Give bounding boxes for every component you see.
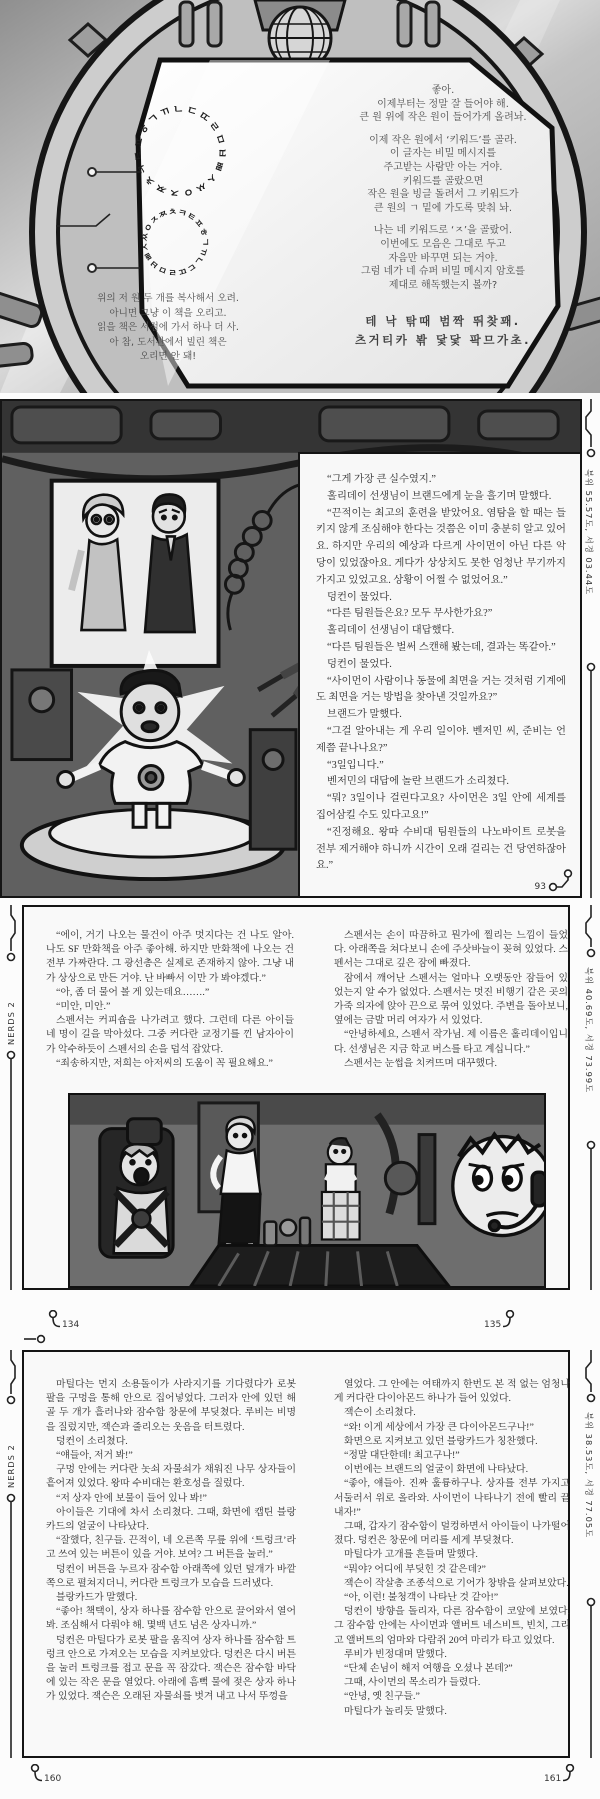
instruction-line: 이번에도 모음은 그대로 두고	[380, 238, 506, 250]
story-paragraph: 덩컨이 버튼을 누르자 잠수함 아래쪽에 있던 덮개가 바깥쪽으로 펼쳐지더니, 커다란 트렁크가 모습을 드러냈다.	[46, 1563, 296, 1589]
story-paragraph: 아이들은 기대에 차서 소리쳤다. 그때, 화면에 캡틴 블랑카드의 얼굴이 나타났다.	[46, 1506, 296, 1533]
page-134-text	[46, 929, 294, 1071]
cipher-wheel-letter: ㅊ	[167, 206, 178, 219]
circuit-stub	[24, 1332, 48, 1346]
cipher-wheel-letter: ㅆ	[192, 178, 210, 197]
cipher-wheel-letter: ㅃ	[142, 249, 157, 263]
story-paragraph: 덩컨이 물었다.	[327, 591, 392, 603]
copy-note-line: 오리면 안 돼!	[139, 351, 197, 362]
cipher-wheel-letter: ㄷ	[184, 259, 198, 274]
story-paragraph: “3일입니다.”	[327, 759, 384, 771]
page-number-161	[544, 1764, 575, 1784]
story-paragraph: “정말 대단한데! 최고구나!”	[344, 1450, 460, 1462]
story-paragraph: 열었다. 그 안에는 여태까지 한번도 본 적 없는 엄청나게 커다란 다이아몬드 하나가 들어 있었다.	[334, 1379, 570, 1405]
page-number-label: 134	[62, 1320, 80, 1330]
story-paragraph: 덩컨은 마틸다가 로봇 팔을 움직여 상자 하나를 잠수함 트렁크 안으로 가져오는 모습을 지켜보았다. 덩컨은 다시 버튼을 눌러 트렁크를 접고 문을 꼭 잠갔다. 잭슨은 잠수함 바닥에 있는 작은 문을 열었다. 아래에 흠뻑 물에 젖은 상자 하나가 있었다. 잭슨은 오래된 자물쇠를 벗겨 내고 나서 뚜껑을	[46, 1634, 296, 1703]
page-number-label: 93	[534, 882, 546, 892]
spread-134-135	[22, 905, 570, 1290]
page-number-93	[535, 868, 574, 892]
instruction-line: 좋아.	[431, 85, 455, 96]
story-paragraph: 마틸다가 고개를 흔들며 말했다.	[344, 1549, 478, 1561]
instruction-line: 큰 원의 ㄱ 밑에 가도록 맞춰 놔.	[373, 202, 513, 214]
cipher-wheel-large[interactable]	[130, 101, 230, 201]
story-paragraph: “그게 가장 큰 실수였지.”	[327, 474, 436, 485]
instruction-line: 자음만 바꾸면 되는 거야.	[388, 252, 498, 264]
story-paragraph: “에이, 거기 나오는 물건이 아주 멋지다는 건 나도 알아. 나도 SF 만화책을 아주 좋아해. 하지만 만화책에 나오는 건 전부 가짜란다. 그 광선총은 실제로 존재하지 않아. 그냥 내가 상상으로 만든 거야. 난 바빠서 이만 가 봐야겠다.”	[46, 930, 294, 984]
story-paragraph: “좋아, 얘들아. 진짜 훌륭하구나. 상자를 전부 가지고 서둘러서 위로 올라와. 사이먼이 나타나기 전에 빨리 끝내자!”	[334, 1478, 570, 1518]
instruction-line: 그럼 네가 네 슈퍼 비밀 메시지 암호를	[361, 266, 525, 278]
story-paragraph: 구멍 안에는 커다란 놋쇠 자물쇠가 채워진 나무 상자들이 흩어져 있었다. 왕따 수비대는 환호성을 질렀다.	[46, 1464, 296, 1490]
story-paragraph: 그때, 갑자기 잠수함이 덜컹하면서 아이들이 나가떨어졌다. 덩컨은 창문에 머리를 세게 부딪쳤다.	[334, 1521, 570, 1547]
page-number-160	[30, 1764, 61, 1784]
illustration-cockpit-scene	[68, 1093, 546, 1288]
cipher-wheel-letter: ㅃ	[210, 158, 228, 175]
cipher-wheel-letter: ㅋ	[176, 206, 189, 220]
cipher-wheel-letter: ㅁ	[156, 262, 170, 276]
cipher-wheel-letter: ㅂ	[147, 256, 163, 271]
cipher-activity-page	[0, 0, 600, 393]
story-paragraph: 덩컨이 물었다.	[327, 658, 392, 670]
scan-margin-right-93	[582, 399, 600, 898]
cipher-wheel-letter: ㅇ	[142, 221, 157, 235]
cipher-instructions	[318, 84, 568, 292]
microphone-icon	[489, 1221, 499, 1231]
cipher-wheel-letter: ㅊ	[141, 171, 160, 190]
cipher-wheel-letter: ㄴ	[172, 101, 185, 117]
instruction-line: 나는 네 키워드로 ‘ㅈ’을 골랐어.	[373, 225, 513, 237]
cipher-wheel-letter: ㅍ	[191, 216, 206, 231]
instruction-line: 큰 원 위에 작은 원이 들어가게 올려놔.	[359, 112, 527, 124]
cipher-wheel-letter: ㄹ	[167, 265, 178, 278]
instruction-line: 이제부터는 정말 잘 들어야 해.	[377, 98, 509, 110]
page-number-134	[48, 1310, 79, 1330]
instruction-line: 키워드를 골랐으면	[402, 175, 484, 187]
cipher-wheel-letter: ㅂ	[214, 147, 230, 159]
instruction-line: 주고받는 사람만 아는 거야.	[383, 161, 503, 173]
copy-note-line: 아 참, 도서관에서 빌린 책은	[109, 336, 227, 348]
story-paragraph: 마틸다가 놀리듯 말했다.	[344, 1705, 447, 1717]
instruction-line: 작은 원을 빙글 돌려서 그 키워드가	[367, 189, 519, 201]
story-paragraph: “아, 이런! 불청객이 나타난 것 같아!”	[344, 1592, 499, 1604]
copy-note	[42, 292, 294, 365]
circuit-hook-icon	[548, 868, 574, 892]
circuit-hook-icon	[563, 1764, 575, 1784]
circuit-hook-icon	[30, 1764, 42, 1784]
page-93-text	[316, 472, 566, 875]
page-161-text	[334, 1378, 570, 1719]
circuit-hook-icon	[48, 1310, 60, 1330]
cipher-wheel-letter: ㄷ	[184, 102, 200, 120]
cipher-wheel-small[interactable]	[138, 205, 212, 279]
story-paragraph: 이번에는 브랜드의 얼굴이 화면에 나타났다.	[344, 1464, 529, 1476]
cipher-wheel-letter: ㅍ	[130, 135, 147, 150]
story-paragraph: “그걸 알아내는 게 우리 일이야. 벤저민 씨, 준비는 언제쯤 끝나나요?”	[316, 725, 566, 754]
story-paragraph: “저 상자 안에 보물이 들어 있나 봐!”	[56, 1492, 207, 1504]
scan-margin-right-161	[582, 1350, 600, 1758]
story-paragraph: 잭슨이 작살총 조종석으로 기어가 창밖을 살펴보았다.	[344, 1577, 569, 1589]
instruction-line	[318, 215, 568, 224]
story-paragraph: 벤저민의 대답에 놀란 브랜드가 소리쳤다.	[327, 776, 509, 788]
spread-160-161	[22, 1350, 570, 1758]
cipher-wheel-letter: ㅋ	[133, 161, 151, 178]
story-paragraph: “다른 팀원들은요? 모두 무사한가요?”	[327, 608, 493, 620]
story-paragraph: 잠에서 깨어난 스펜서는 얼마나 오랫동안 잠들어 있었는지 알 수가 없었다. 스펜서는 멋진 비행기 같은 곳의 가죽 의자에 앉아 끈으로 묶여 있었다. 주변을 돌아보니, 옆에는 금발 머리 여자가 서 있었다.	[334, 972, 568, 1027]
story-paragraph: “다른 팀원들은 벌써 스캔해 봤는데, 결과는 똑같아.”	[327, 641, 556, 653]
story-paragraph: 홀리데이 선생님이 브랜드에게 눈을 흘기며 말했다.	[327, 490, 552, 502]
story-paragraph: 블랑카드가 말했다.	[56, 1592, 138, 1604]
copy-note-line: 읽을 책은 서점에 가서 하나 더 사.	[97, 322, 239, 333]
story-paragraph: 그때, 사이먼의 목소리가 들렸다.	[344, 1677, 481, 1689]
circuit-trace	[582, 905, 600, 1290]
copy-note-line: 위의 저 원 두 개를 복사해서 오려.	[97, 293, 239, 304]
instruction-line: 이제 작은 원에서 ‘키워드’를 골라.	[369, 134, 517, 146]
series-label: NERDS 2	[6, 1444, 16, 1488]
page-160-text	[46, 1378, 296, 1705]
story-paragraph: 홀리데이 선생님이 대답했다.	[327, 625, 455, 637]
story-paragraph: 스펜서는 눈썹을 치켜뜨며 대꾸했다.	[344, 1057, 497, 1069]
story-paragraph: “끈적이는 최고의 훈련을 받았어요. 염탐을 할 때는 들키지 않게 조심해야 한다는 것쯤은 이미 충분히 알고 있어요. 하지만 우리의 예상과 다르게 사이먼이 아닌 다른 악당이 있었잖아요. 게다가 상상치도 못한 엄청난 무기까지 가지고 있었고요. 상황이 어쩔 수 없었어요.”	[316, 507, 566, 586]
page-135-text	[334, 929, 568, 1071]
story-paragraph: 루비가 빈정대며 말했다.	[344, 1648, 447, 1660]
cipher-wheel-letter: ㅆ	[139, 231, 153, 243]
text-panel-page-93	[298, 452, 580, 896]
story-paragraph: 잭슨이 소리쳤다.	[344, 1407, 416, 1419]
cipher-wheel-letter: ㅈ	[147, 213, 163, 228]
cipher-wheel-letter: ㅉ	[153, 179, 170, 198]
cipher-message-line: 츠거티카 봒 닻닻 팍므가초.	[354, 333, 532, 347]
story-paragraph: 덩컨이 소리쳤다.	[56, 1435, 128, 1447]
instruction-line	[318, 125, 568, 134]
copy-note-line: 아니면 그냥 이 책을 오리고.	[109, 307, 227, 319]
cipher-wheel-letter: ㅇ	[181, 184, 196, 201]
cipher-wheel-letter: ㄹ	[205, 118, 224, 136]
story-paragraph: “사이먼이 사람이나 동물에 최면을 거는 것처럼 기계에도 최면을 거는 방법을 찾아낸 것일까요?”	[316, 675, 566, 704]
story-paragraph: “안녕, 옛 친구들.”	[344, 1691, 420, 1703]
page-number-label: 161	[544, 1774, 562, 1784]
cipher-wheel-letter: ㅌ	[184, 210, 198, 225]
circuit-trace	[2, 1350, 20, 1758]
cipher-wheel-letter: ㄸ	[195, 107, 214, 126]
story-paragraph: “좋아! 책택이, 상자 하나를 잠수함 안으로 끌어와서 열어 봐. 조심해서 다뤄야 해. 몇백 년도 넘은 상자니까.”	[46, 1606, 296, 1632]
instruction-line: 제대로 해독했는지 볼까?	[388, 279, 498, 291]
margin-coordinates: 북위 55.57도, 서경 03.44도	[584, 469, 594, 596]
page-number-135	[484, 1310, 515, 1330]
story-paragraph: 브랜드가 말했다.	[327, 709, 402, 721]
story-paragraph: “뭐? 3일이나 걸린다고요? 사이먼은 3일 안에 세계를 집어삼킬 수도 있다고요!”	[316, 793, 566, 821]
cipher-wheel-letter: ㄱ	[144, 109, 162, 128]
cipher-wheel-letter: ㅌ	[130, 149, 146, 163]
cipher-message-line: 테 낙 탂때 범짝 뛰찾꽤.	[365, 314, 521, 328]
story-paragraph: “와! 이게 세상에서 가장 큰 다이아몬드구나!”	[344, 1421, 534, 1433]
page-number-label: 135	[484, 1320, 502, 1330]
story-paragraph: 덩컨이 방향을 돌리자, 다른 잠수함이 코앞에 보였다. 그 잠수함 안에는 사이먼과 앨버트 네스비트, 빈치, 그리고 앨버트의 엄마와 다람쥐 20여 마리가 타고 있었다.	[334, 1606, 570, 1646]
margin-coordinates: 북위 40.69도, 서경 73.99도	[584, 967, 594, 1094]
cipher-wheel-letter: ㅁ	[212, 131, 229, 147]
cipher-wheel-letter: ㅎ	[196, 226, 210, 239]
cipher-wheel-letter: ㅅ	[139, 241, 153, 253]
story-paragraph: 마틸다는 먼지 소용돌이가 사라지기를 기다렸다가 로봇 팔을 구멍을 통해 안으로 집어넣었다. 그러자 안에 있던 해골 두 개가 흘러나와 잠수함 창문에 부딪쳤다. 루비는 비명을 질렀지만, 잭슨과 줄리오는 웃음을 터트렸다.	[46, 1379, 296, 1433]
headset	[532, 1172, 544, 1206]
cipher-wheel-letter: ㅉ	[156, 208, 170, 222]
story-paragraph: “단체 손님이 해저 여행을 오셨나 본데?”	[344, 1663, 513, 1675]
story-paragraph: “얘들아, 저거 봐!”	[56, 1450, 133, 1462]
cipher-wheel-letter: ㄲ	[157, 103, 173, 121]
figure-big-head-kid	[453, 1135, 544, 1236]
story-paragraph: “죄송하지만, 저희는 아저씨의 도움이 꼭 필요해요.”	[56, 1057, 273, 1069]
margin-coordinates: 북위 38.53도, 서경 77.05도	[584, 1412, 594, 1539]
scan-margin-right-135	[582, 905, 600, 1290]
spread-92-93	[0, 399, 582, 898]
illustration-submarine-cockpit	[70, 1095, 544, 1286]
story-paragraph: “진정해요. 왕따 수비대 팀원들의 나노바이트 로봇을 전부 제거해야 하니까 시간이 오래 걸리는 건 당연하잖아요.”	[316, 826, 566, 872]
cipher-wheel-letter: ㄱ	[199, 237, 210, 247]
story-paragraph: “미안, 미안.”	[56, 1001, 111, 1013]
page-number-label: 160	[44, 1774, 62, 1784]
cipher-wheel-letter: ㄸ	[176, 264, 189, 278]
cipher-message	[310, 312, 576, 350]
circuit-trace	[2, 905, 20, 1290]
instruction-line: 이 글자는 비밀 메시지를	[389, 148, 497, 160]
circuit-hook-icon	[503, 1310, 515, 1330]
story-paragraph: “뭐야? 어디에 부딪힌 것 같은데?”	[344, 1563, 486, 1575]
story-paragraph: 스펜서는 커피숍을 나가려고 했다. 그런데 다른 아이들 네 명이 길을 막아섰다. 그중 커다란 교정기를 낀 남자아이가 악수하듯이 스펜서의 손을 덥석 잡았다.	[46, 1015, 294, 1055]
cipher-wheel-letter: ㄲ	[196, 245, 210, 258]
story-paragraph: “안녕하세요, 스펜서 작가님. 제 이름은 홀리데이입니다. 선생님은 지금 학교 버스를 타고 계십니다.”	[334, 1029, 568, 1055]
cipher-wheel-letter: ㄴ	[191, 253, 206, 268]
series-label: NERDS 2	[6, 1001, 16, 1045]
cipher-wheel-letter: ㅅ	[202, 169, 221, 188]
story-paragraph: 스펜서는 손이 따끔하고 뭔가에 찔리는 느낌이 들었다. 아래쪽을 쳐다보니 손에 주삿바늘이 꽂혀 있었다. 스펜서는 그대로 깊은 잠에 빠졌다.	[334, 930, 568, 970]
cipher-wheel-letter: ㅎ	[135, 120, 153, 138]
story-paragraph: “아, 좀 더 물어 볼 게 있는데요…….”	[56, 986, 210, 998]
scan-margin-left-160	[2, 1350, 20, 1758]
story-paragraph: 화면으로 지켜보고 있던 블랑카드가 칭찬했다.	[344, 1435, 538, 1447]
story-paragraph: “잘했다, 친구들. 끈적이, 네 오른쪽 무릎 위에 ‘트렁크’라고 쓰여 있는 버튼이 있을 거야. 보여? 그 버튼을 눌러.”	[46, 1535, 296, 1561]
scan-margin-left-134	[2, 905, 20, 1290]
cipher-wheel-letter: ㅈ	[168, 184, 182, 201]
